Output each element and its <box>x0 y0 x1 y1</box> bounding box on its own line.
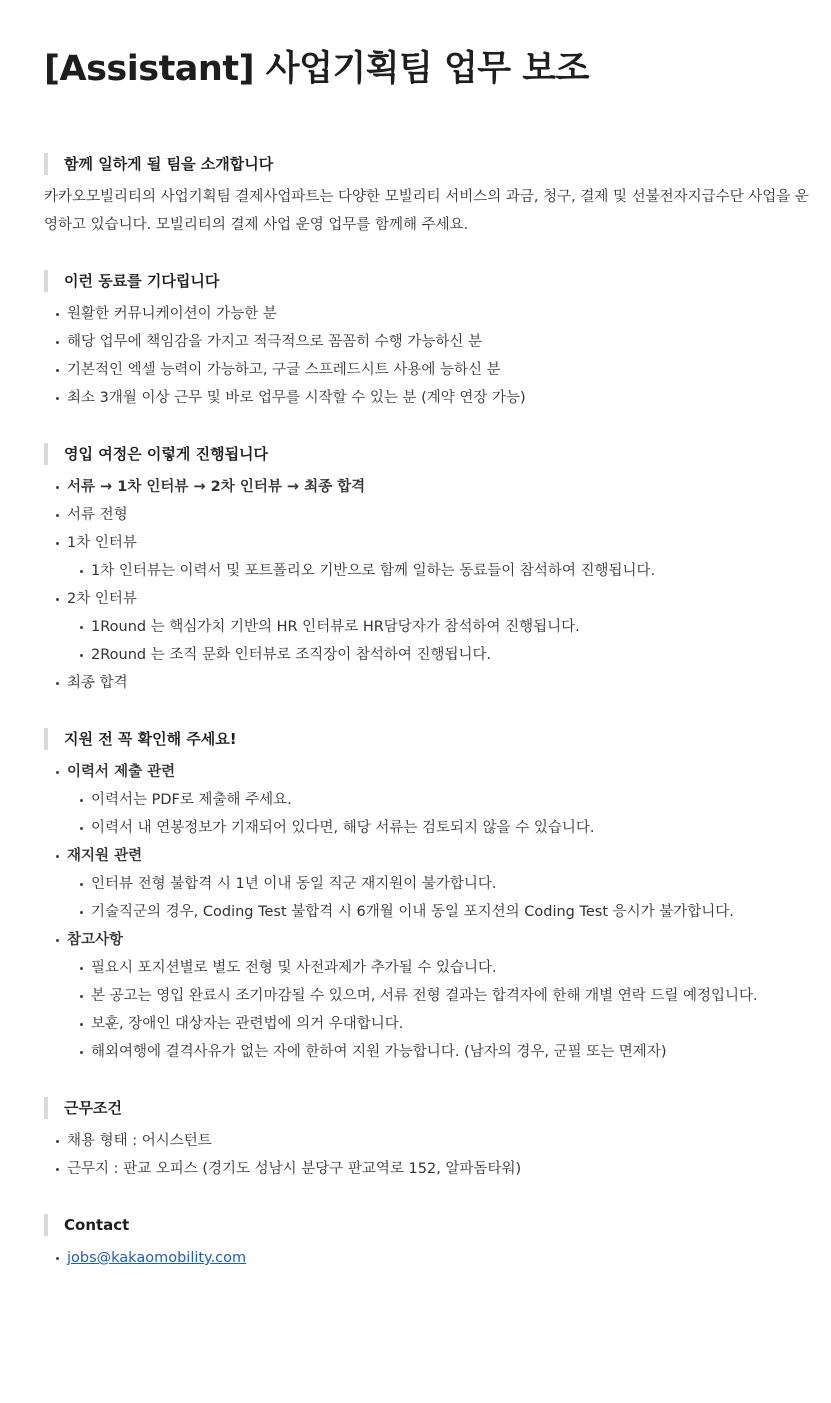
section-heading-wanted: 이런 동료를 기다립니다 <box>44 270 791 292</box>
section-team <box>44 153 809 239</box>
list-item: 1차 인터뷰는 이력서 및 포트폴리오 기반으로 함께 일하는 동료들이 참석하여 진행됩니다. <box>44 557 791 585</box>
wanted-list <box>44 300 791 412</box>
list-item: 이력서 내 연봉정보가 기재되어 있다면, 해당 서류는 검토되지 않을 수 있습니다. <box>44 814 791 842</box>
contact-email-link[interactable]: jobs@kakaomobility.com <box>67 1250 247 1266</box>
process-step-first-interview: 1차 인터뷰 <box>44 529 791 557</box>
list-item: 필요시 포지션별로 별도 전형 및 사전과제가 추가될 수 있습니다. <box>44 954 791 982</box>
process-step-final: 최종 합격 <box>44 669 791 697</box>
list-item: 최소 3개월 이상 근무 및 바로 업무를 시작할 수 있는 분 (계약 연장 가능) <box>44 384 791 412</box>
section-heading-notice: 지원 전 꼭 확인해 주세요! <box>44 728 791 750</box>
notice-reference-title: 참고사항 <box>44 926 791 954</box>
list-item: 원활한 커뮤니케이션이 가능한 분 <box>44 300 791 328</box>
section-process <box>44 443 791 697</box>
section-conditions <box>44 1097 791 1183</box>
list-item: 이력서는 PDF로 제출해 주세요. <box>44 786 791 814</box>
contact-list <box>44 1244 791 1272</box>
section-heading-conditions: 근무조건 <box>44 1097 791 1119</box>
section-heading-process: 영입 여정은 이렇게 진행됩니다 <box>44 443 791 465</box>
contact-item <box>44 1244 791 1272</box>
condition-location: 근무지 : 판교 오피스 (경기도 성남시 분당구 판교역로 152, 알파돔타워) <box>44 1155 791 1183</box>
list-item: 본 공고는 영입 완료시 조기마감될 수 있으며, 서류 전형 결과는 합격자에 한해 개별 연락 드릴 예정입니다. <box>44 982 791 1010</box>
process-step-documents: 서류 전형 <box>44 501 791 529</box>
team-description-line-1: 카카오모빌리티의 사업기획팀 결제사업파트는 다양한 모빌리티 서비스의 과금, 청구, 결제 및 선불전자지급수단 사업을 운 <box>44 189 809 205</box>
conditions-list <box>44 1127 791 1183</box>
section-contact <box>44 1214 791 1272</box>
notice-reapply-title: 재지원 관련 <box>44 842 791 870</box>
section-heading-team: 함께 일하게 될 팀을 소개합니다 <box>44 153 791 175</box>
process-step-second-interview: 2차 인터뷰 <box>44 585 791 613</box>
condition-employment-type: 채용 형태 : 어시스턴트 <box>44 1127 791 1155</box>
process-flow: 서류 → 1차 인터뷰 → 2차 인터뷰 → 최종 합격 <box>44 473 791 501</box>
list-item: 1Round 는 핵심가치 기반의 HR 인터뷰로 HR담당자가 참석하여 진행됩니다. <box>44 613 791 641</box>
page-title: [Assistant] 사업기획팀 업무 보조 <box>44 49 589 89</box>
list-item: 인터뷰 전형 불합격 시 1년 이내 동일 직군 재지원이 불가합니다. <box>44 870 791 898</box>
team-description-line-2: 영하고 있습니다. 모빌리티의 결제 사업 운영 업무를 함께해 주세요. <box>44 217 469 233</box>
list-item: 기본적인 엑셀 능력이 가능하고, 구글 스프레드시트 사용에 능하신 분 <box>44 356 791 384</box>
section-heading-contact: Contact <box>44 1214 791 1236</box>
list-item: 보훈, 장애인 대상자는 관련법에 의거 우대합니다. <box>44 1010 791 1038</box>
list-item: 2Round 는 조직 문화 인터뷰로 조직장이 참석하여 진행됩니다. <box>44 641 791 669</box>
process-list <box>44 473 791 697</box>
section-wanted <box>44 270 791 412</box>
list-item: 기술직군의 경우, Coding Test 불합격 시 6개월 이내 동일 포지션의 Coding Test 응시가 불가합니다. <box>44 898 791 926</box>
list-item: 해당 업무에 책임감을 가지고 적극적으로 꼼꼼히 수행 가능하신 분 <box>44 328 791 356</box>
list-item: 해외여행에 결격사유가 없는 자에 한하여 지원 가능합니다. (남자의 경우, 군필 또는 면제자) <box>44 1038 791 1066</box>
notice-resume-title: 이력서 제출 관련 <box>44 758 791 786</box>
section-notice <box>44 728 791 1066</box>
notice-list <box>44 758 791 1066</box>
